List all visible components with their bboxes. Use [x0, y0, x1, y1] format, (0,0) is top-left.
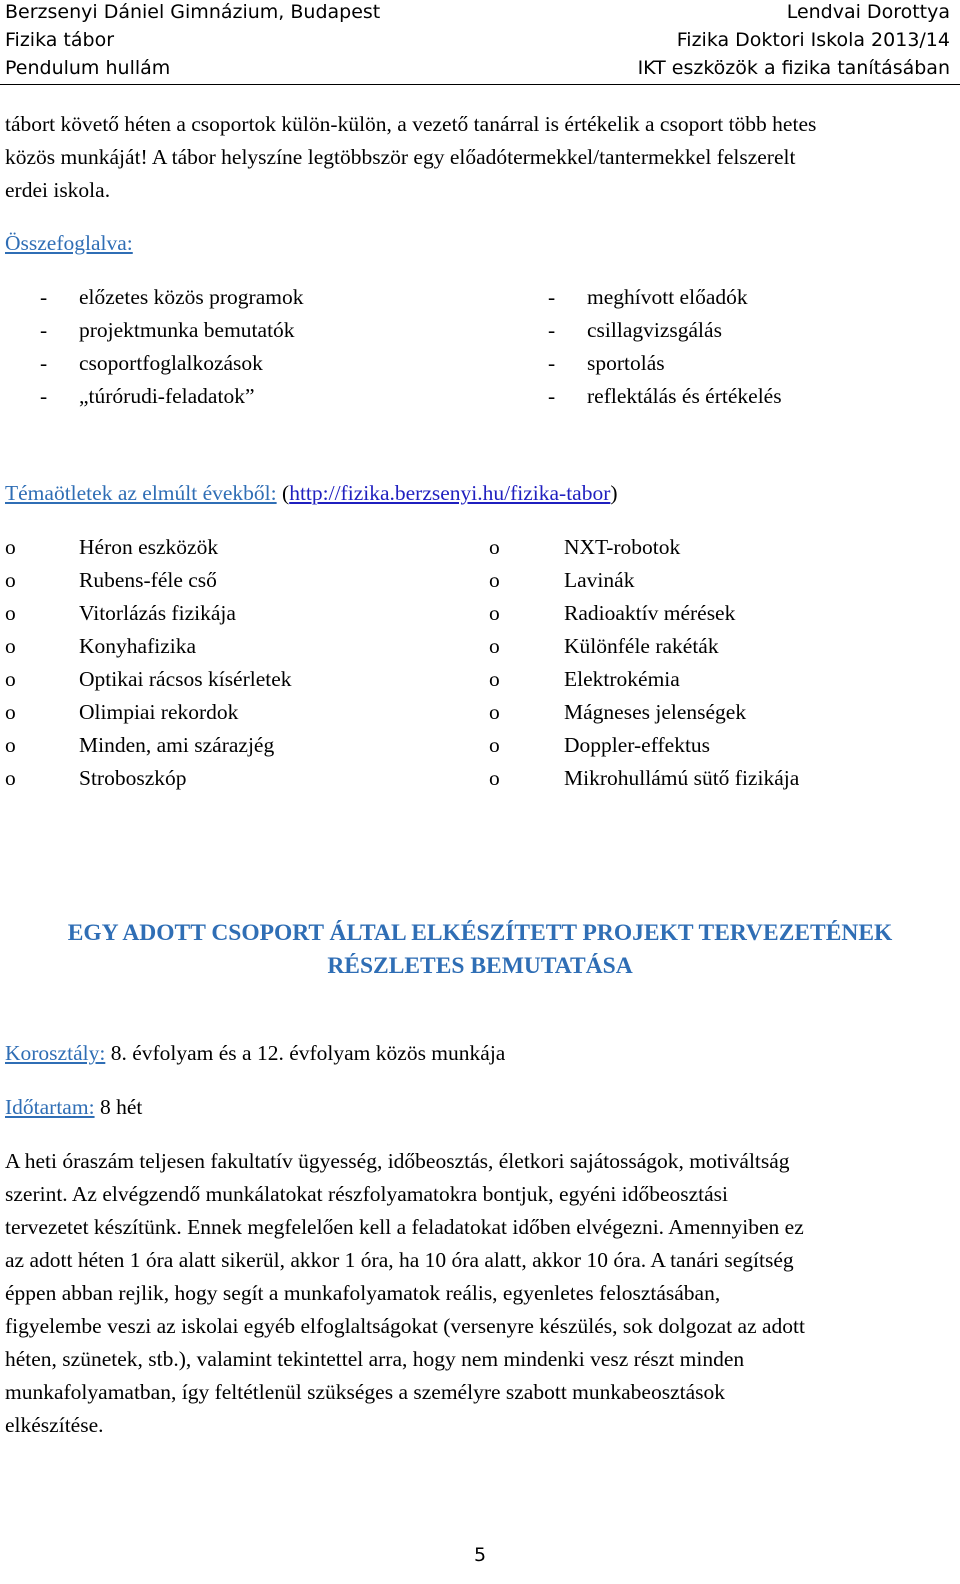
age-group-label: Korosztály:: [5, 1041, 106, 1065]
ideas-bullet-icon: o: [489, 634, 500, 658]
ideas-bullet-icon: o: [5, 601, 16, 625]
intro-line: közös munkáját! A tábor helyszíne legtöbbször egy előadótermekkel/tantermekkel felszerelt: [5, 145, 796, 169]
ideas-bullet-icon: o: [5, 535, 16, 559]
ideas-bullet-icon: o: [5, 634, 16, 658]
age-group-row: [0, 1037, 960, 1070]
ideas-item: Elektrokémia: [564, 667, 680, 691]
ideas-bullet-icon: o: [489, 733, 500, 757]
ideas-item: NXT-robotok: [564, 535, 681, 559]
summary-bullet-icon: -: [548, 351, 556, 375]
ideas-item: Olimpiai rekordok: [79, 700, 239, 724]
summary-item: csoportfoglalkozások: [79, 351, 263, 375]
body-line: héten, szünetek, stb.), valamint tekintettel arra, hogy nem mindenki vesz részt minden: [5, 1347, 745, 1371]
ideas-row: [0, 597, 960, 630]
ideas-item: Optikai rácsos kísérletek: [79, 667, 292, 691]
ideas-bullet-icon: o: [5, 700, 16, 724]
header-school: Berzsenyi Dániel Gimnázium, Budapest: [5, 1, 381, 23]
intro-line: erdei iskola.: [5, 178, 111, 202]
page-number: 5: [473, 1544, 487, 1566]
summary-row: [0, 314, 960, 347]
body-line: tervezetet készítünk. Ennek megfelelően kell a feladatokat időben elvégezni. Amennyiben ez: [5, 1215, 804, 1239]
ideas-item: Vitorlázás fizikája: [79, 601, 236, 625]
body-line: figyelembe veszi az iskolai egyéb elfoglaltságokat (versenyre készülés, sok dolgozat az adott: [5, 1314, 805, 1338]
ideas-row: [0, 663, 960, 696]
summary-bullet-icon: -: [548, 285, 556, 309]
ideas-item: Radioaktív mérések: [564, 601, 736, 625]
ideas-bullet-icon: o: [489, 766, 500, 790]
summary-bullet-icon: -: [40, 384, 48, 408]
ideas-item: Minden, ami szárazjég: [79, 733, 275, 757]
summary-row: [0, 347, 960, 380]
ideas-item: Stroboszkóp: [79, 766, 187, 790]
duration-label: Időtartam:: [5, 1095, 95, 1119]
header-camp: Fizika tábor: [5, 29, 115, 51]
summary-bullet-icon: -: [548, 384, 556, 408]
ideas-heading-row: [0, 477, 960, 510]
body-line: elkészítése.: [5, 1413, 104, 1437]
ideas-item: Mikrohullámú sütő fizikája: [564, 766, 800, 790]
ideas-item: Rubens-féle cső: [79, 568, 217, 592]
ideas-bullet-icon: o: [489, 535, 500, 559]
ideas-bullet-icon: o: [5, 568, 16, 592]
ideas-row: [0, 531, 960, 564]
ideas-bullet-icon: o: [489, 601, 500, 625]
ideas-bullet-icon: o: [5, 667, 16, 691]
ideas-item: Mágneses jelenségek: [564, 700, 747, 724]
intro-paragraph: [5, 108, 945, 207]
ideas-row: [0, 630, 960, 663]
ideas-row: [0, 564, 960, 597]
ideas-bullet-icon: o: [5, 733, 16, 757]
summary-item: sportolás: [587, 351, 665, 375]
duration-row: [0, 1091, 960, 1124]
page-header: [0, 0, 960, 85]
summary-item: projektmunka bemutatók: [79, 318, 295, 342]
ideas-item: Héron eszközök: [79, 535, 219, 559]
ideas-bullet-icon: o: [489, 667, 500, 691]
project-title-line2: RÉSZLETES BEMUTATÁSA: [327, 953, 633, 979]
summary-heading: Összefoglalva:: [5, 231, 133, 255]
ideas-row: [0, 762, 960, 795]
ideas-bullet-icon: o: [489, 568, 500, 592]
summary-item: „túrórudi-feladatok”: [79, 384, 255, 408]
summary-item: meghívott előadók: [587, 285, 748, 309]
body-line: az adott héten 1 óra alatt sikerül, akkor 1 óra, ha 10 óra alatt, akkor 10 óra. A tanári segítség: [5, 1248, 794, 1272]
summary-bullet-icon: -: [40, 351, 48, 375]
link-open-paren: (: [282, 481, 290, 505]
duration-line: [5, 1091, 142, 1124]
fizika-tabor-link[interactable]: http://fizika.berzsenyi.hu/fizika-tabor: [289, 481, 611, 505]
ideas-bullet-icon: o: [489, 700, 500, 724]
body-line: éppen abban rejlik, hogy segít a munkafolyamatok reális, egyenletes felosztásában,: [5, 1281, 721, 1305]
summary-row: [0, 380, 960, 413]
intro-line: tábort követő héten a csoportok külön-külön, a vezető tanárral is értékelik a csoport több hetes: [5, 112, 817, 136]
summary-row: [0, 281, 960, 314]
ideas-item: Lavinák: [564, 568, 635, 592]
ideas-row: [0, 696, 960, 729]
summary-heading-row: [0, 227, 960, 260]
body-line: szerint. Az elvégzendő munkálatokat részfolyamatokra bontjuk, egyéni időbeosztási: [5, 1182, 729, 1206]
summary-bullet-icon: -: [40, 318, 48, 342]
body-line: munkafolyamatban, így feltétlenül szükséges a személyre szabott munkabeosztások: [5, 1380, 726, 1404]
header-program: Fizika Doktori Iskola 2013/14: [676, 29, 950, 51]
age-group-line: [5, 1037, 505, 1070]
age-group-value: 8. évfolyam és a 12. évfolyam közös munkája: [105, 1041, 506, 1065]
project-body-paragraph: [5, 1145, 945, 1442]
summary-bullet-icon: -: [548, 318, 556, 342]
ideas-item: Konyhafizika: [79, 634, 197, 658]
header-topic: Pendulum hullám: [5, 57, 171, 79]
ideas-heading: Témaötletek az elmúlt évekből:: [5, 481, 277, 505]
ideas-heading-line: [5, 477, 618, 510]
summary-item: csillagvizsgálás: [587, 318, 722, 342]
header-author: Lendvai Dorottya: [786, 1, 950, 23]
summary-item: reflektálás és értékelés: [587, 384, 782, 408]
body-line: A heti óraszám teljesen fakultatív ügyesség, időbeosztás, életkori sajátosságok, motiváltság: [5, 1149, 790, 1173]
ideas-item: Doppler-effektus: [564, 733, 711, 757]
project-title-line1: EGY ADOTT CSOPORT ÁLTAL ELKÉSZÍTETT PROJEKT TERVEZETÉNEK: [67, 920, 893, 946]
ideas-bullet-icon: o: [5, 766, 16, 790]
link-close-paren: ): [610, 481, 618, 505]
summary-bullet-icon: -: [40, 285, 48, 309]
header-course: IKT eszközök a fizika tanításában: [637, 57, 950, 79]
duration-value: 8 hét: [94, 1095, 143, 1119]
ideas-item: Különféle rakéták: [564, 634, 719, 658]
ideas-row: [0, 729, 960, 762]
summary-item: előzetes közös programok: [79, 285, 304, 309]
